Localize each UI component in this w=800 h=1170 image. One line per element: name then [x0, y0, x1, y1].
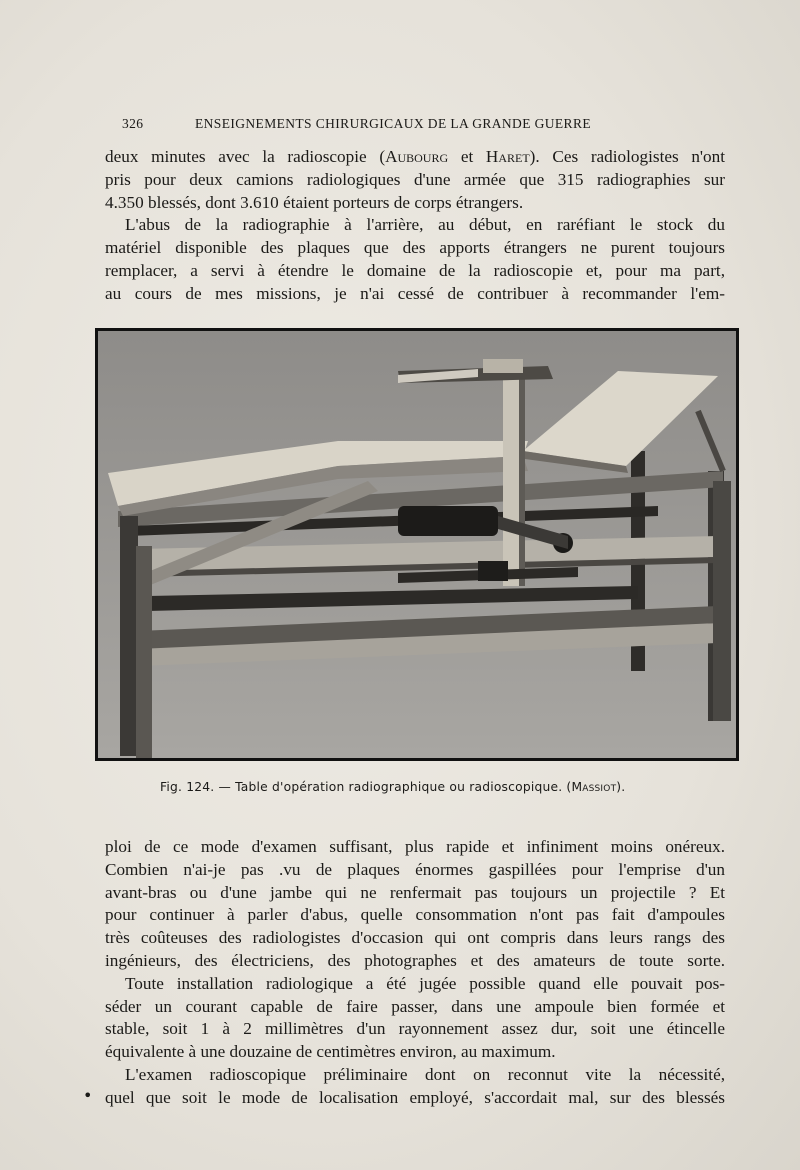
operating-table-illustration [98, 331, 736, 758]
text-line: Combien n'ai-je pas .vu de plaques énormes gaspillées pour l'emprise d'un [105, 859, 725, 879]
paragraph-bottom [105, 836, 725, 1110]
text-line: pour continuer à parler d'abus, quelle consommation n'ont pas fait d'ampoules [105, 905, 725, 925]
text-line: séder un courant capable de faire passer, dans une ampoule bien formée et [105, 996, 725, 1016]
text-line: 4.350 blessés, dont 3.610 étaient porteurs de corps étrangers. [105, 192, 524, 212]
text-line: L'examen radioscopique préliminaire dont on reconnut vite la nécessité, [125, 1064, 725, 1084]
text-line: matériel disponible des plaques que des apports étrangers ne purent toujours [105, 238, 725, 258]
text-line: très coûteuses des radiologistes d'occasion qui ont compris dans leurs rangs des [105, 928, 725, 948]
text-line: L'abus de la radiographie à l'arrière, au début, en raréfiant le stock du [125, 215, 725, 235]
text-line: quel que soit le mode de localisation employé, s'accordait mal, sur des blessés [105, 1087, 725, 1107]
text-line: Toute installation radiologique a été jugée possible quand elle pouvait pos- [125, 973, 725, 993]
figure-photograph [95, 328, 739, 761]
manufacturer-name: Massiot [571, 780, 617, 794]
text-line: ingénieurs, des électriciens, des photographes et des amateurs de toute sorte. [105, 950, 725, 970]
author-name: Haret [485, 147, 530, 166]
text-line: pris pour deux camions radiologiques d'une armée que 315 radiographies sur [105, 169, 725, 189]
page-number: 326 [122, 116, 144, 131]
author-name: Aubourg [385, 147, 449, 166]
text-line: remplacer, a servi à étendre le domaine de la radioscopie et, pour ma part, [105, 260, 725, 280]
text-line: ploi de ce mode d'examen suffisant, plus rapide et infiniment moins onéreux. [105, 837, 725, 856]
text-line: deux minutes avec la radioscopie (Aubourg et Haret). Ces radiologistes n'ont [105, 147, 725, 166]
text-line: équivalente à une douzaine de centimètres environ, au maximum. [105, 1042, 556, 1062]
paragraph-top [105, 146, 725, 306]
margin-mark: • [83, 1086, 93, 1105]
running-title: ENSEIGNEMENTS CHIRURGICAUX DE LA GRANDE GUERRE [195, 116, 592, 131]
text-line: avant-bras ou d'une jambe qui ne renfermait pas toujours un projectile ? Et [105, 882, 725, 902]
text-line: stable, soit 1 à 2 millimètres d'un rayonnement assez dur, soit une étincelle [105, 1019, 725, 1039]
text-line: au cours de mes missions, je n'ai cessé de contribuer à recommander l'em- [105, 283, 725, 303]
figure-caption: Fig. 124. — Table d'opération radiographique ou radioscopique. (Massiot). [160, 780, 626, 794]
